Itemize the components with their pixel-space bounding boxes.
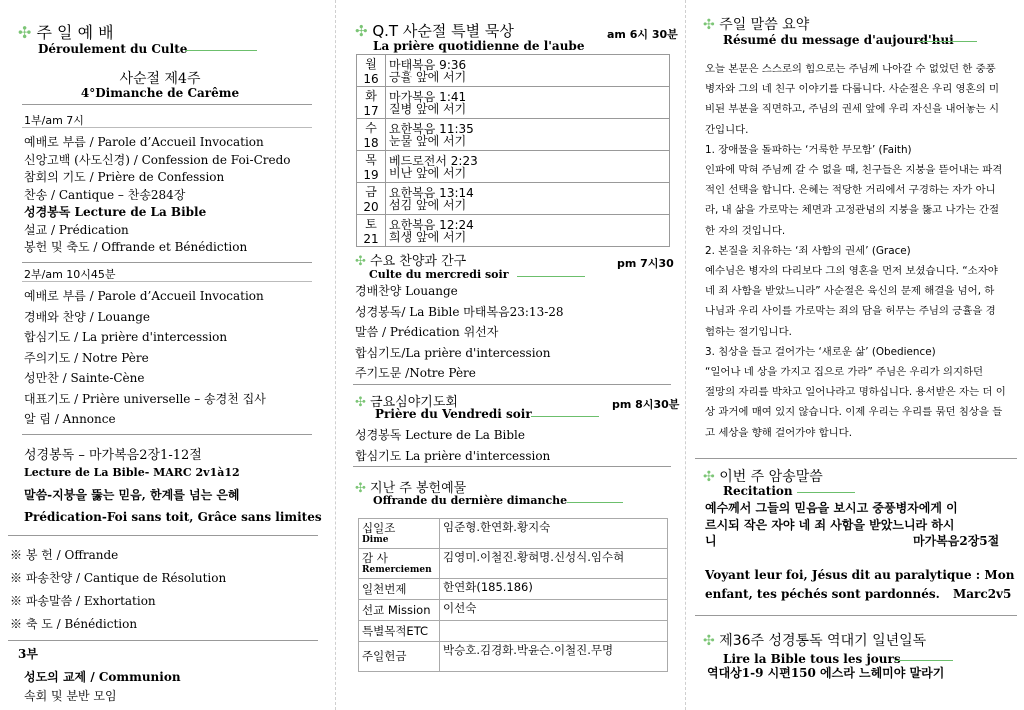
qt-text: 눈물 앞에 서기 xyxy=(389,133,467,148)
offering-label-cell xyxy=(359,579,440,600)
summary-title: 주일 말씀 요약 xyxy=(719,17,810,33)
qt-entry xyxy=(386,119,670,151)
second-service-time: 2부/am 10시45분 xyxy=(24,268,116,281)
qt-time: am 6시 30분 xyxy=(607,28,678,41)
qt-ref: 요한복음 11:35 xyxy=(389,121,474,136)
summary-line: 예수님은 병자의 다리보다 그의 영혼을 먼저 보셨습니다. “소자야 xyxy=(705,265,998,277)
summary-line: “일어나 네 상을 가지고 집으로 가라” 주님은 우리가 의지하던 xyxy=(705,366,984,378)
cross-icon: ✣ xyxy=(703,469,715,485)
qt-entry xyxy=(386,215,670,247)
qt-ref: 요한복음 13:14 xyxy=(389,185,474,200)
summary-line: 병자와 그의 네 친구 이야기를 다룹니다. 사순절은 우리 영혼의 미 xyxy=(705,83,999,96)
offering-row xyxy=(359,621,668,642)
divider-line xyxy=(22,262,312,263)
programs-column xyxy=(335,0,685,710)
recitation-ko-line: 예수께서 그들의 믿음을 보시고 중풍병자에게 이 xyxy=(705,501,958,515)
divider-line xyxy=(695,458,1017,459)
offering-row xyxy=(359,642,668,672)
recitation-ko-line: 니 xyxy=(705,534,717,548)
summary-line: 한 자의 것입니다. xyxy=(705,224,786,237)
wednesday-item: 성경봉독/ La Bible 마태복음23:13-28 xyxy=(355,304,564,319)
friday-item: 성경봉독 Lecture de La Bible xyxy=(355,428,525,442)
wednesday-time: pm 7시30 xyxy=(617,257,674,270)
friday-subtitle: Prière du Vendredi soir xyxy=(375,407,532,421)
friday-title: 금요심야기도회 xyxy=(370,395,458,410)
offering-label: 십일조 xyxy=(362,520,396,535)
summary-line: 상 과거에 매여 있지 않습니다. 이제 우리는 우리를 묶던 침상을 들 xyxy=(705,406,1003,419)
service-item: 참회의 기도 / Prière de Confession xyxy=(24,170,225,184)
offering-row xyxy=(359,579,668,600)
qt-day: 토21 xyxy=(357,215,386,247)
service-item: 성경봉독 Lecture de La Bible xyxy=(24,205,207,219)
wednesday-title: 수요 찬양과 간구 xyxy=(370,254,467,269)
divider-line xyxy=(22,434,312,435)
cross-icon: ✣ xyxy=(355,22,368,40)
summary-line: 3. 침상을 들고 걸어가는 ‘새로운 삶’ (Obedience) xyxy=(705,345,936,358)
summary-line: 인파에 막혀 주님께 갈 수 없을 때, 친구들은 지붕을 뜯어내는 파격 xyxy=(705,164,1003,176)
summary-line: 간입니다. xyxy=(705,123,749,136)
sermon-title: 말씀-지붕을 뚫는 믿음, 한계를 넘는 은혜 xyxy=(24,488,240,502)
closing-item: ※ 봉 헌 / Offrande xyxy=(10,548,119,562)
recitation-fr-line: enfant, tes péchés sont pardonnés. xyxy=(705,587,940,601)
offering-label: 특별목적ETC xyxy=(362,623,429,638)
offering-row xyxy=(359,519,668,549)
summary-line: 험하는 절기입니다. xyxy=(705,325,792,338)
wednesday-item: 경배찬양 Louange xyxy=(355,284,458,298)
offering-label: 일천번제 xyxy=(362,581,407,596)
wednesday-item: 말씀 / Prédication 위선자 xyxy=(355,325,499,339)
qt-ref: 마태복음 9:36 xyxy=(389,57,467,72)
service-item: 경배와 찬양 / Louange xyxy=(24,309,151,324)
qt-day: 수18 xyxy=(357,119,386,151)
offering-label-cell xyxy=(359,642,440,672)
qt-title: Q.T 사순절 특별 묵상 xyxy=(372,22,514,40)
recitation-fr-line: Voyant leur foi, Jésus dit au paralytique : Mon xyxy=(705,568,1015,582)
third-service-item: 성도의 교제 / Communion xyxy=(24,670,181,684)
summary-heading xyxy=(703,14,809,34)
underline xyxy=(895,660,953,661)
service-item: 주의기도 / Notre Père xyxy=(24,350,149,365)
bible-reading-text: 역대상1-9 시편150 에스라 느헤미야 말라기 xyxy=(707,666,945,680)
wednesday-item: 주기도문 /Notre Père xyxy=(355,366,476,380)
service-item: 신앙고백 (사도신경) / Confession de Foi-Credo xyxy=(24,152,291,167)
offering-label-fr: Remerciemen xyxy=(362,564,432,575)
service-item: 대표기도 / Prière universelle – 송경천 집사 xyxy=(24,391,266,406)
summary-line: 오늘 본문은 스스로의 힘으로는 주님께 나아갈 수 없었던 한 중풍 xyxy=(705,63,996,75)
qt-entry xyxy=(386,151,670,183)
divider-line xyxy=(22,127,312,128)
offering-names: 박승호.김경화.박윤슨.이철진.무명 xyxy=(440,642,668,672)
wednesday-subtitle: Culte du mercredi soir xyxy=(369,268,509,281)
worship-order-column xyxy=(0,0,335,710)
qt-table xyxy=(356,54,670,247)
offering-names: 김영미.이철진.황혀명.신성식.임수혀 xyxy=(440,549,668,579)
worship-title: 주 일 예 배 xyxy=(36,23,114,42)
offering-label: 감 사 xyxy=(362,550,388,565)
friday-item: 합심기도 La prière d'intercession xyxy=(355,449,551,463)
qt-day: 화17 xyxy=(357,87,386,119)
season-title: 사순절 제4주 xyxy=(119,71,201,87)
recitation-fr-ref: Marc2v5 xyxy=(953,587,1012,601)
summary-line: 1. 장애물을 돌파하는 ‘거룩한 무모함’ (Faith) xyxy=(705,143,912,156)
offering-names xyxy=(440,621,668,642)
service-item: 찬송 / Cantique – 찬송284장 xyxy=(24,187,186,202)
divider-line xyxy=(22,281,312,282)
underline xyxy=(531,416,599,417)
wednesday-heading xyxy=(355,250,466,269)
summary-line: 나님과 우리 사이를 가로막는 죄의 담을 허무는 주님의 긍휼을 경 xyxy=(705,305,996,318)
sermon-title-fr: Prédication-Foi sans toit, Grâce sans limites xyxy=(24,510,322,524)
summary-line: 고 세상을 향해 걸어가야 합니다. xyxy=(705,426,852,439)
third-service-label: 3부 xyxy=(18,647,38,661)
closing-item: ※ 축 도 / Bénédiction xyxy=(10,617,138,631)
offering-label-cell xyxy=(359,549,440,579)
qt-text: 섬김 앞에 서기 xyxy=(389,197,467,212)
first-service-time: 1부/am 7시 xyxy=(24,114,84,127)
offering-label: 주일헌금 xyxy=(362,649,407,663)
cross-icon: ✣ xyxy=(355,481,366,496)
bible-reading-subtitle: Lire la Bible tous les jours xyxy=(723,652,901,666)
qt-text: 질병 앞에 서기 xyxy=(389,101,467,116)
cross-icon: ✣ xyxy=(355,254,366,269)
qt-day: 금20 xyxy=(357,183,386,215)
summary-line: 절망의 자리를 박차고 일어나라고 명하십니다. 용서받은 자는 더 이 xyxy=(705,386,1006,399)
cross-icon: ✣ xyxy=(703,633,715,649)
qt-row xyxy=(357,87,670,119)
qt-row xyxy=(357,183,670,215)
qt-text: 희생 앞에 서기 xyxy=(389,229,467,244)
cross-icon: ✣ xyxy=(355,395,366,410)
offering-names: 한연화(185.186) xyxy=(440,579,668,600)
qt-row xyxy=(357,215,670,247)
divider-line xyxy=(8,535,318,536)
service-item: 합심기도 / La prière d'intercession xyxy=(24,330,228,344)
summary-line: 2. 본질을 치유하는 ‘죄 사함의 권세’ (Grace) xyxy=(705,244,911,257)
qt-ref: 마가복음 1:41 xyxy=(389,89,467,104)
scripture-reading: 성경봉독 – 마가복음2장1-12절 xyxy=(24,448,202,463)
divider-line xyxy=(353,466,671,467)
divider-line xyxy=(695,615,1017,616)
underline xyxy=(185,50,257,51)
summary-subtitle: Résumé du message d'aujourd'hui xyxy=(723,33,954,47)
summary-line: 라, 내 삶을 가로막는 체면과 고정관념의 지붕을 뚫고 나가는 간절 xyxy=(705,204,999,217)
divider-line xyxy=(8,640,318,641)
divider-line xyxy=(22,104,312,105)
closing-item: ※ 파송말씀 / Exhortation xyxy=(10,594,156,608)
underline xyxy=(517,276,585,277)
message-column xyxy=(685,0,1024,710)
offering-label: 선교 Mission xyxy=(362,602,431,617)
offering-subtitle: Offrande du dernière dimanche xyxy=(373,494,568,507)
qt-row xyxy=(357,55,670,87)
qt-row xyxy=(357,151,670,183)
summary-line: 비된 부분을 직면하고, 주님의 권세 앞에 우리 자신을 내어놓는 시 xyxy=(705,103,999,116)
offering-names: 이선숙 xyxy=(440,600,668,621)
qt-text: 긍휼 앞에 서기 xyxy=(389,69,467,84)
underline xyxy=(917,41,977,42)
summary-line: 네 죄 사함을 받았느니라” 사순절은 육신의 문제 해결을 넘어, 하 xyxy=(705,285,995,298)
season-title-fr: 4°Dimanche de Carême xyxy=(80,86,240,100)
qt-day: 목19 xyxy=(357,151,386,183)
offering-title: 지난 주 봉헌예물 xyxy=(370,481,467,496)
cross-icon: ✣ xyxy=(18,23,32,42)
offering-row xyxy=(359,600,668,621)
bible-reading-heading xyxy=(703,630,926,650)
closing-item: ※ 파송찬양 / Cantique de Résolution xyxy=(10,571,227,585)
recitation-ref: 마가복음2장5절 xyxy=(913,534,1000,548)
recitation-ko-line: 르시되 작은 자야 네 죄 사함을 받았느니라 하시 xyxy=(705,518,955,532)
offering-label-cell xyxy=(359,600,440,621)
cross-icon: ✣ xyxy=(703,17,715,33)
third-service-item: 속회 및 분반 모임 xyxy=(24,689,117,703)
recitation-subtitle: Recitation xyxy=(723,484,793,498)
qt-ref: 베드로전서 2:23 xyxy=(389,153,478,168)
offering-label-cell xyxy=(359,519,440,549)
scripture-reading-fr: Lecture de La Bible- MARC 2v1à12 xyxy=(24,466,240,479)
qt-subtitle: La prière quotidienne de l'aube xyxy=(373,39,585,53)
qt-entry xyxy=(386,87,670,119)
service-item: 설교 / Prédication xyxy=(24,222,129,237)
friday-time: pm 8시30분 xyxy=(612,398,680,411)
offering-label-fr: Dime xyxy=(362,534,389,545)
offering-label-cell xyxy=(359,621,440,642)
offering-names: 임준형.한연화.황지숙 xyxy=(440,519,668,549)
divider-line xyxy=(353,384,671,385)
qt-entry xyxy=(386,183,670,215)
underline xyxy=(797,492,855,493)
service-item: 알 림 / Annonce xyxy=(24,412,116,426)
worship-subtitle: Déroulement du Culte xyxy=(38,42,188,56)
qt-ref: 요한복음 12:24 xyxy=(389,217,474,232)
offering-table xyxy=(358,518,668,672)
summary-line: 적인 선택을 합니다. 은혜는 적당한 거리에서 구경하는 자가 아니 xyxy=(705,184,996,197)
recitation-title: 이번 주 암송말씀 xyxy=(719,469,823,485)
underline xyxy=(567,502,623,503)
service-item: 봉헌 및 축도 / Offrande et Bénédiction xyxy=(24,240,248,254)
wednesday-item: 합심기도/La prière d'intercession xyxy=(355,345,551,360)
bible-reading-title: 제36주 성경통독 역대기 일년일독 xyxy=(719,633,927,649)
offering-row xyxy=(359,549,668,579)
service-item: 예배로 부름 / Parole d’Accueil Invocation xyxy=(24,289,264,303)
service-item: 성만찬 / Sainte-Cène xyxy=(24,371,145,385)
qt-row xyxy=(357,119,670,151)
qt-heading xyxy=(355,20,514,41)
qt-text: 비난 앞에 서기 xyxy=(389,165,467,180)
qt-day: 월16 xyxy=(357,55,386,87)
qt-entry xyxy=(386,55,670,87)
recitation-heading xyxy=(703,466,823,486)
service-item: 예배로 부름 / Parole d’Accueil Invocation xyxy=(24,135,264,149)
worship-heading xyxy=(18,20,114,43)
